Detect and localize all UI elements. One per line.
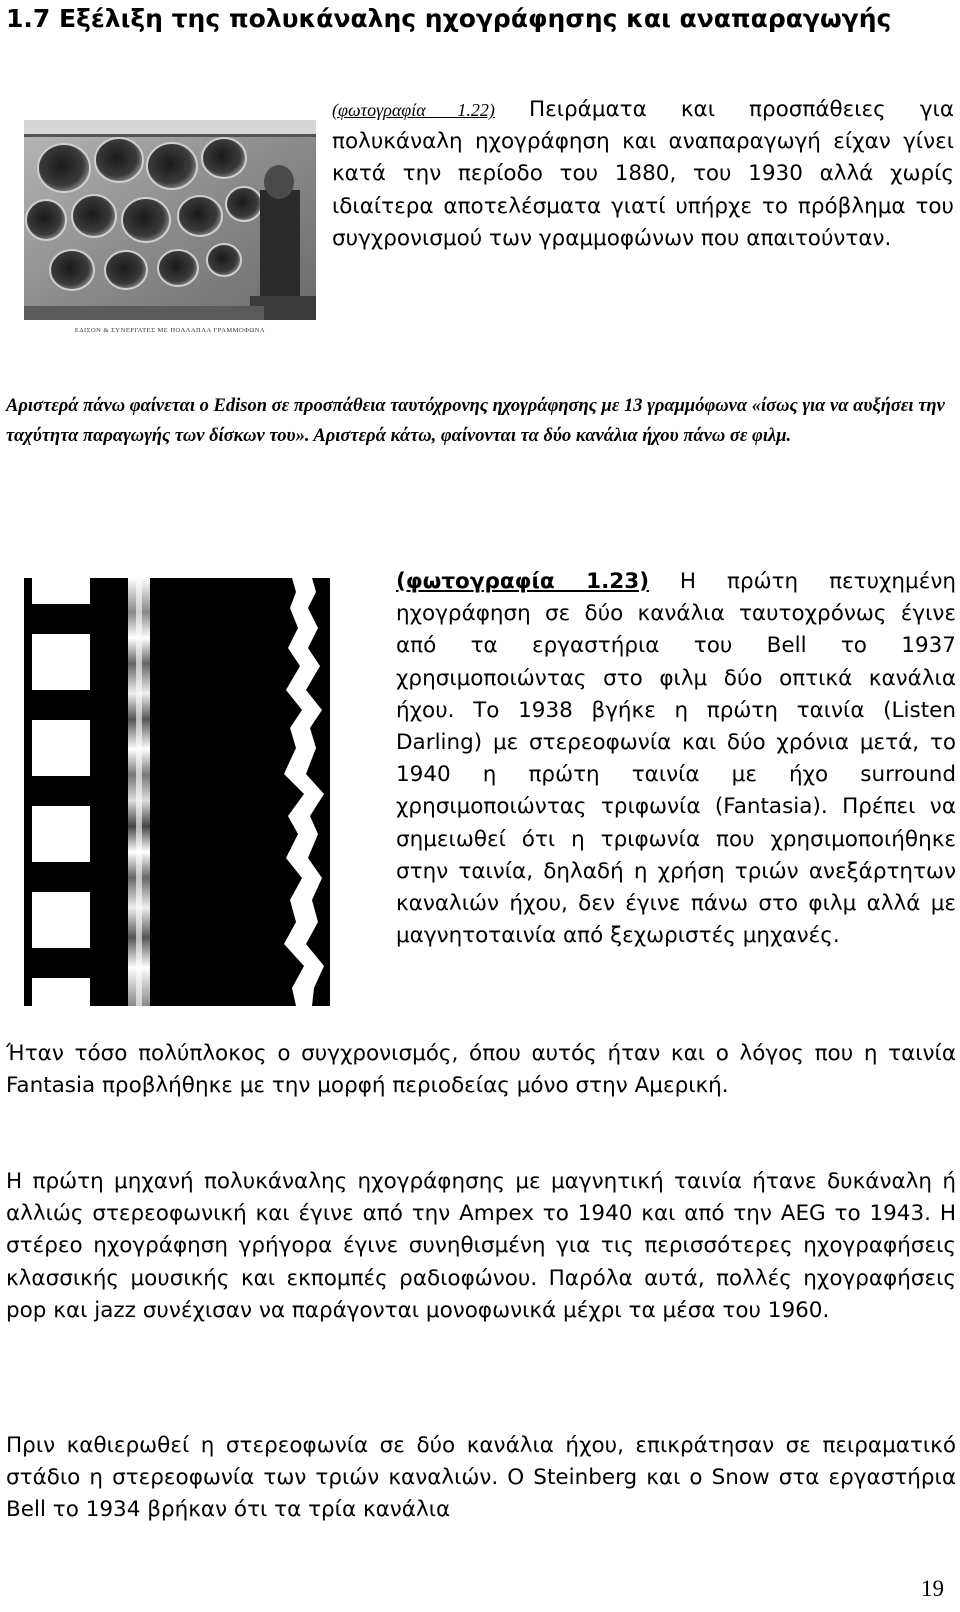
image-caption: Αριστερά πάνω φαίνεται ο Edison σε προσπάθεια ταυτόχρονης ηχογράφησης με 13 γραμμόφωνα «ίσως για να αυξήσει την ταχύτητα παραγωγής των δίσκων του». Αριστερά κάτω, φαίνονται τα δύο κανάλια ήχου πάνω σε φιλμ.	[6, 396, 945, 446]
paragraph-magnetic-tape: Η πρώτη μηχανή πολυκάναλης ηχογράφησης με μαγνητική ταινία ήτανε δυκάναλη ή αλλιώς στερεοφωνική και έγινε από την Ampex το 1940 και από την AEG το 1943. Η στέρεο ηχογράφηση γρήγορα έγινε συνηθισμένη για τις περισσότερες ηχογραφήσεις κλασσικής μουσικής και εκπομπές ραδιοφώνου. Παρόλα αυτά, πολλές ηχογραφήσεις pop και jazz συνέχισαν να παράγονται μονοφωνικά μέχρι τα μέσα του 1960.	[6, 1169, 956, 1323]
photo-reference-1-22: (φωτογραφία 1.22)	[332, 100, 495, 120]
section-heading: 1.7 Εξέλιξη της πολυκάναλης ηχογράφησης και αναπαραγωγής	[6, 4, 892, 33]
paragraph-photo-1-23-text: Η πρώτη πετυχημένη ηχογράφηση σε δύο κανάλια ταυτοχρόνως έγινε από τα εργαστήρια του Bell το 1937 χρησιμοποιώντας στο φιλμ δύο οπτικά κανάλια ήχου. Το 1938 βγήκε η πρώτη ταινία (Listen Darling) με στερεοφωνία και δύο χρόνια μετά, το 1940 η πρώτη ταινία με ήχο surround χρησιμοποιώντας τριφωνία (Fantasia). Πρέπει να σημειωθεί ότι η τριφωνία που χρησιμοποιήθηκε στην ταινία, δηλαδή η χρήση τριών ανεξάρτητων καναλιών ήχου, δεν έγινε πάνω στο φιλμ αλλά με μαγνητοταινία από ξεχωριστές μηχανές.	[396, 569, 956, 949]
page-number: 19	[921, 1576, 944, 1601]
paragraph-photo-1-23	[396, 566, 956, 952]
paragraph-photo-1-22	[332, 94, 954, 255]
edison-photo-graphic	[24, 120, 316, 338]
edison-photo-label: ΕΔΙΣΟΝ & ΣΥΝΕΡΓΑΤΕΣ ΜΕ ΠΟΛΛΑΠΛΑ ΓΡΑΜΜΟΦΩΝΑ	[74, 327, 266, 334]
film-soundtrack-photo	[24, 578, 330, 1006]
edison-gramophones-photo	[24, 120, 316, 338]
paragraph-photo-1-22-text: Πειράματα και προσπάθειες για πολυκάναλη ηχογράφηση και αναπαραγωγή είχαν γίνει κατά την περίοδο του 1880, του 1930 αλλά χωρίς ιδιαίτερα αποτελέσματα γιατί υπήρχε το πρόβλημα του συγχρονισμού των γραμμοφώνων που απαιτούνταν.	[332, 97, 955, 251]
film-soundtrack-graphic	[24, 578, 330, 1006]
photo-reference-1-23: (φωτογραφία 1.23)	[396, 569, 650, 594]
paragraph-three-channel-stereo: Πριν καθιερωθεί η στερεοφωνία σε δύο κανάλια ήχου, επικράτησαν σε πειραματικό στάδιο η στερεοφωνία των τριών καναλιών. Ο Steinberg και ο Snow στα εργαστήρια Bell το 1934 βρήκαν ότι τα τρία κανάλια	[6, 1433, 956, 1523]
paragraph-fantasia-continuation: Ήταν τόσο πολύπλοκος ο συγχρονισμός, όπου αυτός ήταν και ο λόγος που η ταινία Fantasia προβλήθηκε με την μορφή περιοδείας μόνο στην Αμερική.	[6, 1041, 956, 1099]
